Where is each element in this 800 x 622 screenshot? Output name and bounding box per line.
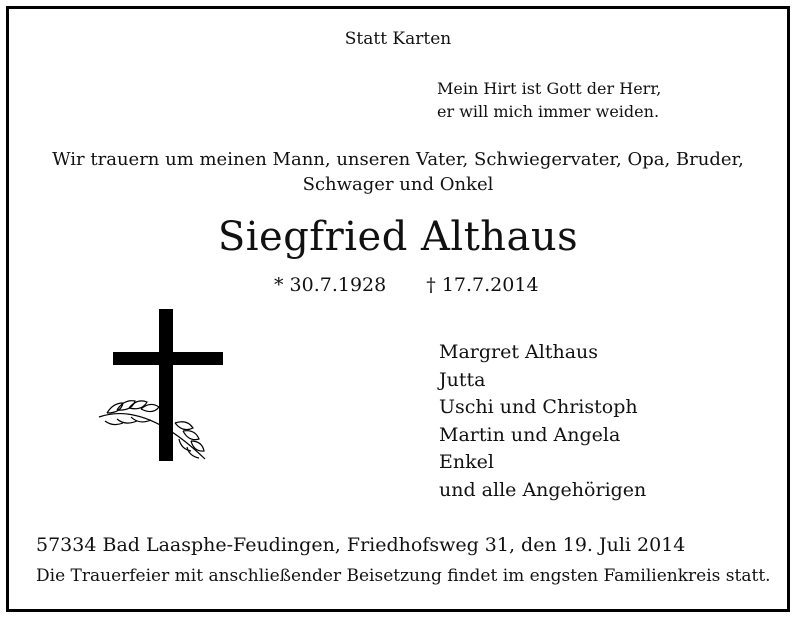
- mourner-item: Uschi und Christoph: [439, 396, 638, 418]
- life-dates: [274, 274, 573, 296]
- psalm-line-2: er will mich immer weiden.: [437, 102, 660, 121]
- address-line: 57334 Bad Laasphe-Feudingen, Friedhofsweg 31, den 19. Juli 2014: [36, 534, 686, 556]
- statt-karten-label: Statt Karten: [344, 29, 452, 49]
- intro-line-2: Schwager und Onkel: [302, 174, 494, 195]
- palm-branch-icon: [99, 401, 205, 459]
- mourner-item: Margret Althaus: [439, 341, 599, 363]
- mourner-item: Jutta: [439, 368, 486, 391]
- deceased-name: Siegfried Althaus: [217, 214, 579, 260]
- mourner-item: Enkel: [439, 451, 494, 473]
- mourners-list: [439, 339, 646, 504]
- mourner-item: Martin und Angela: [439, 423, 621, 446]
- birth-date: * 30.7.1928: [274, 274, 387, 296]
- psalm-line-1: Mein Hirt ist Gott der Herr,: [437, 79, 662, 98]
- cross-icon: [95, 309, 225, 469]
- ceremony-note: Die Trauerfeier mit anschließender Beisetzung findet im engsten Familienkreis statt.: [36, 566, 771, 586]
- obituary-notice: [6, 6, 790, 612]
- mourner-item: und alle Angehörigen: [439, 478, 647, 501]
- death-date: † 17.7.2014: [426, 274, 539, 296]
- psalm-quote: [437, 77, 661, 123]
- intro-line-1: Wir trauern um meinen Mann, unseren Vater, Schwiegervater, Opa, Bruder,: [52, 149, 744, 170]
- intro-text: [9, 147, 787, 197]
